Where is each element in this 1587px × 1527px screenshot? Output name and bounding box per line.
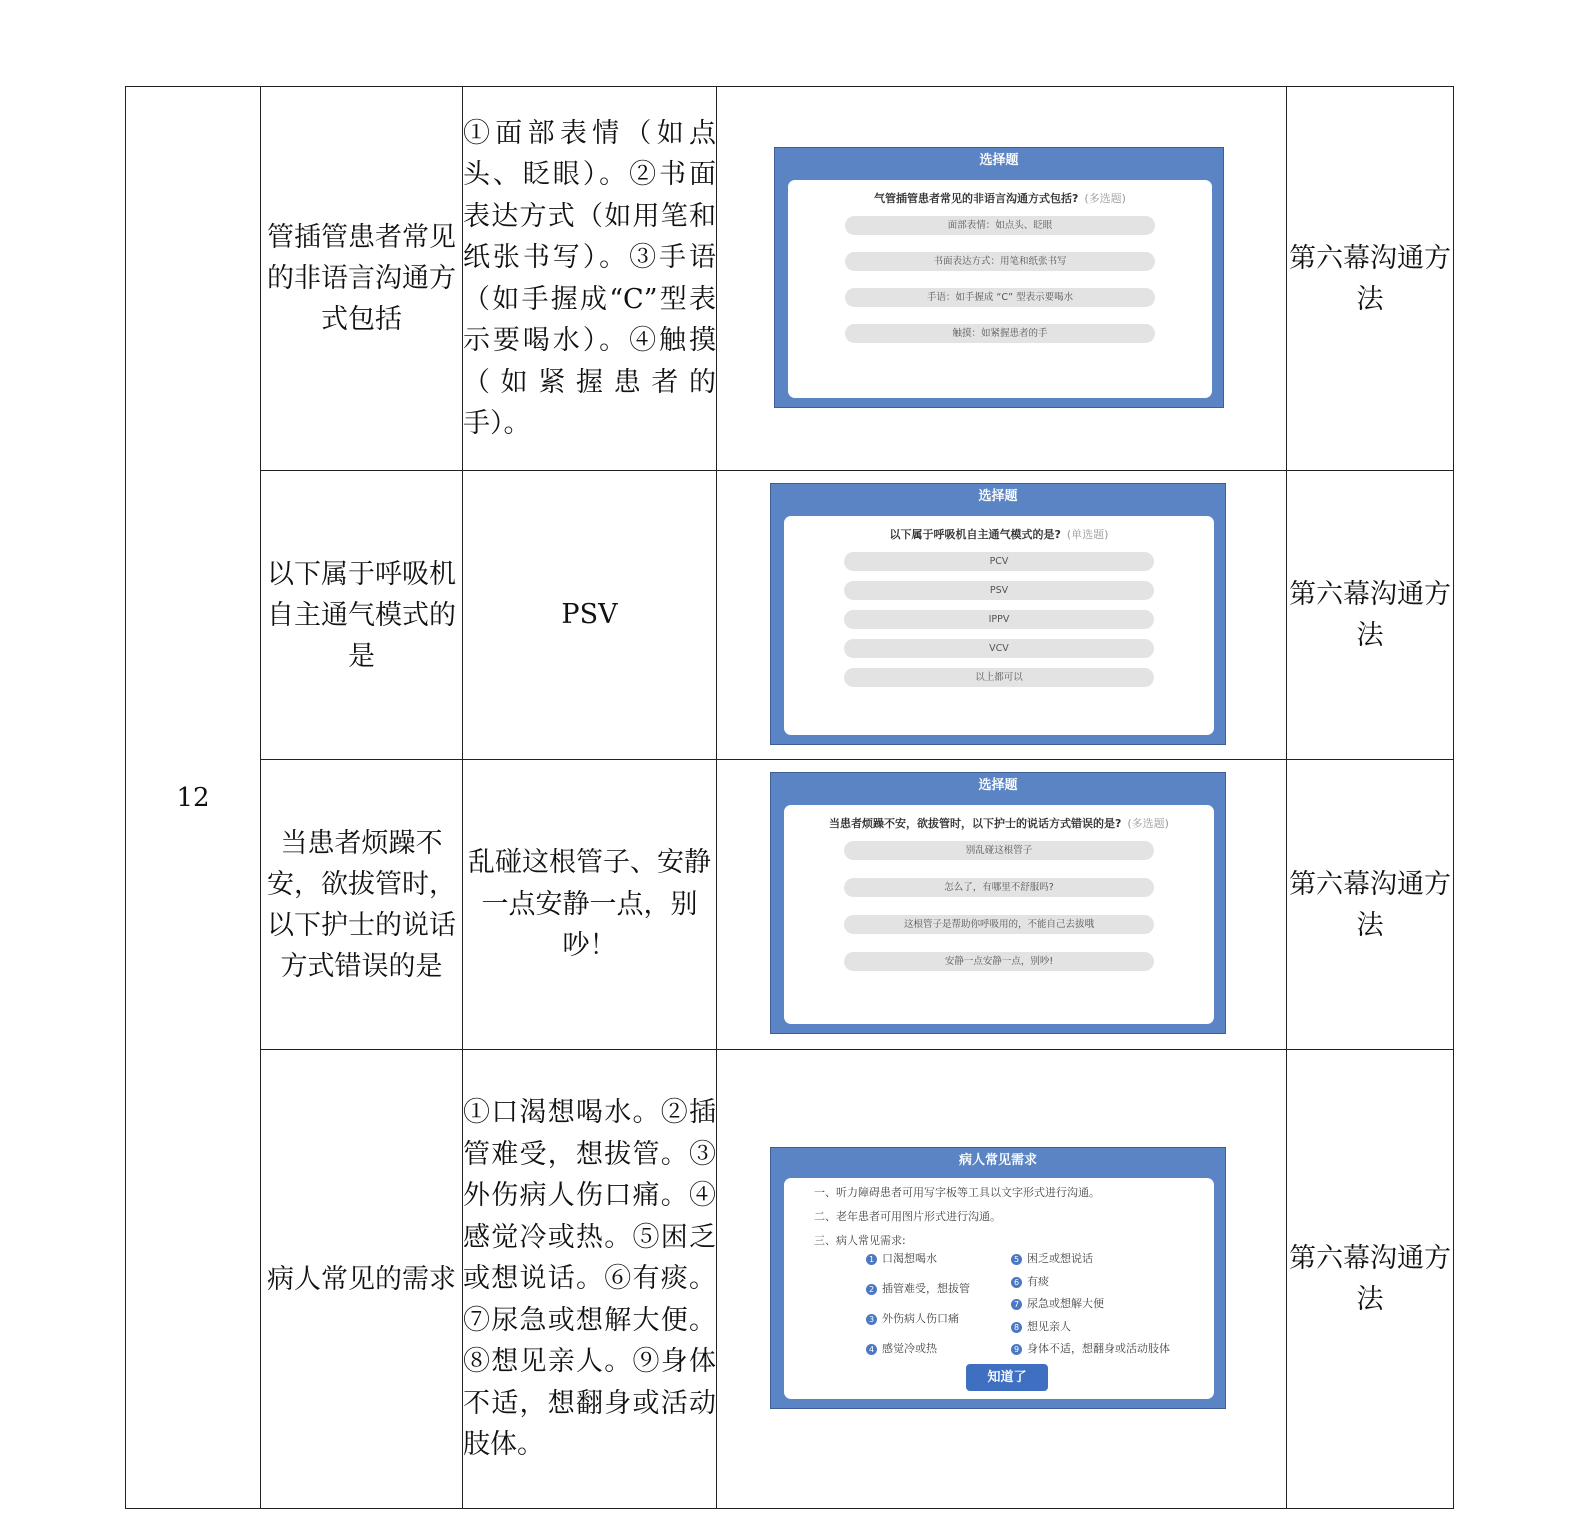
dialog-body: [788, 180, 1212, 398]
dialog-option: 触摸：如紧握患者的手: [845, 324, 1155, 343]
dialog-question-text: 气管插管患者常见的非语言沟通方式包括?: [874, 192, 1079, 205]
need-text: 外伤病人伤口痛: [882, 1312, 959, 1325]
dialog-option: VCV: [844, 639, 1154, 658]
row-number: 12: [126, 87, 261, 1509]
info-line: 三、病人常见需求:: [814, 1234, 906, 1247]
source-cell: 第六幕沟通方法: [1287, 1050, 1454, 1509]
dialog-title: 病人常见需求: [958, 1153, 1037, 1168]
need-text: 插管难受，想拔管: [882, 1282, 970, 1295]
number-badge-icon: 4: [866, 1344, 877, 1355]
need-item: [866, 1250, 937, 1266]
screenshot-cell: [717, 471, 1287, 760]
need-item: [1011, 1340, 1170, 1356]
number-badge-icon: 8: [1011, 1322, 1022, 1333]
dialog-option: 以上都可以: [844, 668, 1154, 687]
dialog-title: 选择题: [978, 489, 1018, 504]
dialog-question: [784, 815, 1214, 831]
dialog-question-tag: (多选题): [1127, 817, 1169, 830]
dialog-title: 选择题: [979, 153, 1019, 168]
table-row: [126, 1050, 1454, 1509]
need-item: [866, 1310, 959, 1326]
dialog-option: 怎么了，有哪里不舒服吗?: [844, 878, 1154, 897]
table-row: [126, 87, 1454, 471]
dialog-option: 别乱碰这根管子: [844, 841, 1154, 860]
dialog-question-text: 当患者烦躁不安，欲拔管时，以下护士的说话方式错误的是?: [829, 817, 1122, 830]
need-item: [1011, 1273, 1049, 1289]
dialog-option: 手语：如手握成 “C” 型表示要喝水: [845, 288, 1155, 307]
dialog-body: [784, 516, 1214, 735]
need-item: [1011, 1318, 1071, 1334]
need-item: [1011, 1250, 1093, 1266]
need-text: 口渴想喝水: [882, 1252, 937, 1265]
answer-cell: 乱碰这根管子、安静一点安静一点，别吵！: [463, 760, 717, 1050]
number-badge-icon: 5: [1011, 1254, 1022, 1265]
question-cell: 当患者烦躁不安，欲拔管时，以下护士的说话方式错误的是: [261, 760, 463, 1050]
dialog-option: PCV: [844, 552, 1154, 571]
dialog-question: [788, 190, 1212, 206]
need-text: 身体不适，想翻身或活动肢体: [1027, 1342, 1170, 1355]
quiz-dialog-screenshot: [770, 483, 1226, 745]
quiz-dialog-screenshot: [774, 147, 1224, 408]
number-badge-icon: 6: [1011, 1277, 1022, 1288]
quiz-dialog-screenshot: [770, 772, 1226, 1034]
need-text: 有痰: [1027, 1275, 1049, 1288]
got-it-button: 知道了: [966, 1364, 1048, 1391]
need-text: 困乏或想说话: [1027, 1252, 1093, 1265]
dialog-body: [784, 805, 1214, 1024]
answer-cell: ①口渴想喝水。②插管难受，想拔管。③外伤病人伤口痛。④感觉冷或热。⑤困乏或想说话。⑥有痰。⑦尿急或想解大便。⑧想见亲人。⑨身体不适，想翻身或活动肢体。: [463, 1050, 717, 1509]
info-line: 一、听力障碍患者可用写字板等工具以文字形式进行沟通。: [814, 1186, 1100, 1199]
number-badge-icon: 1: [866, 1254, 877, 1265]
need-text: 尿急或想解大便: [1027, 1297, 1104, 1310]
screenshot-cell: [717, 87, 1287, 471]
dialog-option: PSV: [844, 581, 1154, 600]
need-text: 感觉冷或热: [882, 1342, 937, 1355]
dialog-option: 书面表达方式：用笔和纸张书写: [845, 252, 1155, 271]
answer-cell: PSV: [463, 471, 717, 760]
content-table: [125, 86, 1454, 1509]
info-line: 二、老年患者可用图片形式进行沟通。: [814, 1210, 1001, 1223]
source-cell: 第六幕沟通方法: [1287, 87, 1454, 471]
dialog-question-text: 以下属于呼吸机自主通气模式的是?: [889, 528, 1061, 541]
dialog-option: 安静一点安静一点，别吵!: [844, 952, 1154, 971]
need-item: [866, 1280, 970, 1296]
need-item: [866, 1340, 937, 1356]
dialog-title: 选择题: [978, 778, 1018, 793]
question-cell: 管插管患者常见的非语言沟通方式包括: [261, 87, 463, 471]
number-badge-icon: 2: [866, 1284, 877, 1295]
dialog-question-tag: (多选题): [1084, 192, 1126, 205]
dialog-body: [784, 1178, 1214, 1399]
question-cell: 病人常见的需求: [261, 1050, 463, 1509]
number-badge-icon: 9: [1011, 1344, 1022, 1355]
dialog-question: [784, 526, 1214, 542]
need-text: 想见亲人: [1027, 1320, 1071, 1333]
needs-dialog-screenshot: [770, 1147, 1226, 1409]
screenshot-cell: [717, 760, 1287, 1050]
dialog-option: 面部表情：如点头、眨眼: [845, 216, 1155, 235]
source-cell: 第六幕沟通方法: [1287, 471, 1454, 760]
dialog-question-tag: (单选题): [1066, 528, 1109, 541]
table-row: [126, 471, 1454, 760]
table-row: [126, 760, 1454, 1050]
number-badge-icon: 7: [1011, 1299, 1022, 1310]
answer-cell: ①面部表情（如点头、眨眼）。②书面表达方式（如用笔和纸张书写）。③手语（如手握成“C”型表示要喝水）。④触摸（如紧握患者的手）。: [463, 87, 717, 471]
number-badge-icon: 3: [866, 1314, 877, 1325]
dialog-option: IPPV: [844, 610, 1154, 629]
screenshot-cell: [717, 1050, 1287, 1509]
source-cell: 第六幕沟通方法: [1287, 760, 1454, 1050]
question-cell: 以下属于呼吸机自主通气模式的是: [261, 471, 463, 760]
need-item: [1011, 1295, 1104, 1311]
dialog-option: 这根管子是帮助你呼吸用的，不能自己去拔哦: [844, 915, 1154, 934]
